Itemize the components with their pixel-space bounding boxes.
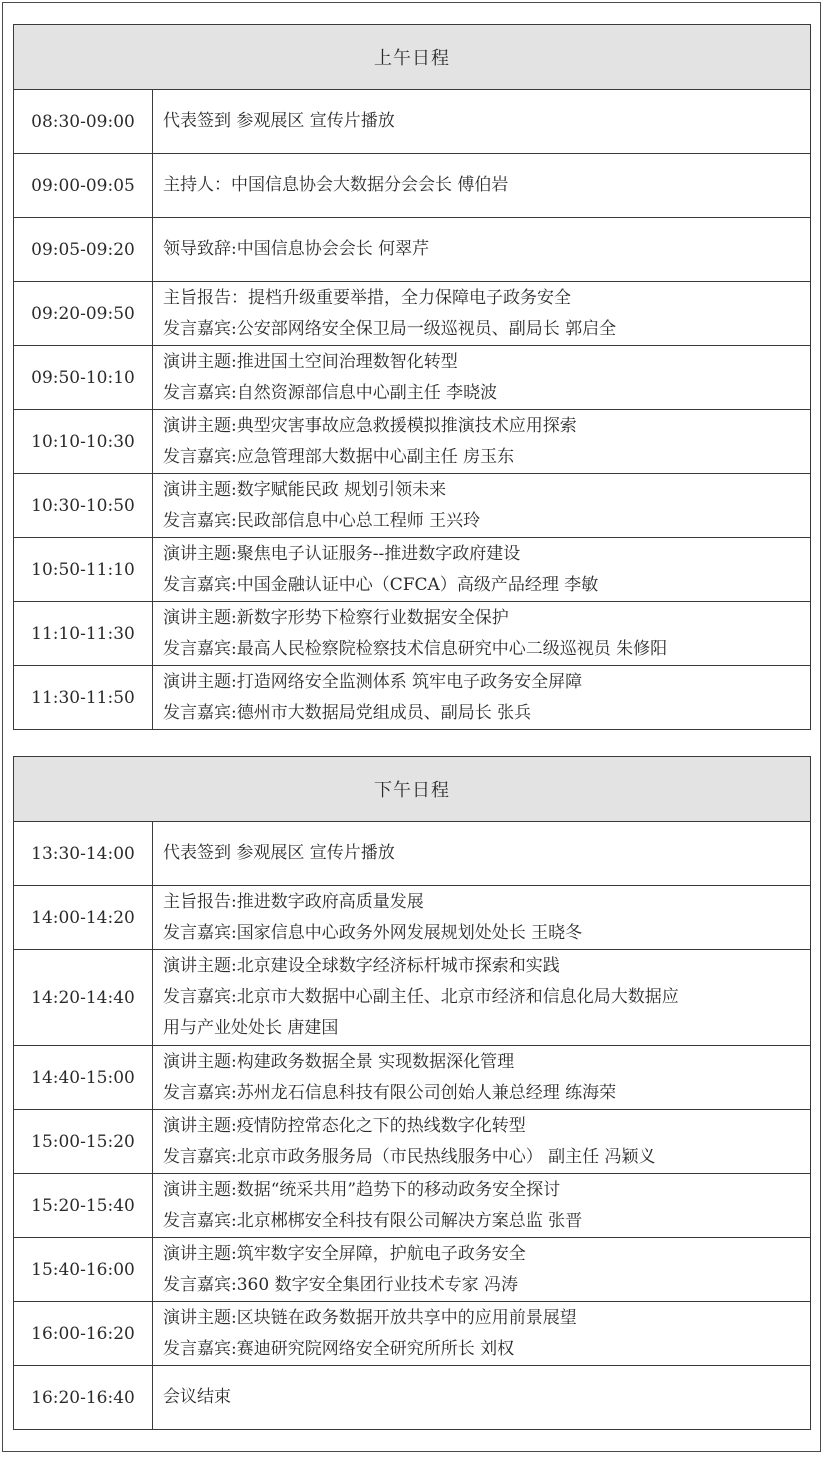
schedule-row — [14, 950, 811, 1046]
session-time: 15:00-15:20 — [14, 1110, 153, 1174]
session-detail-line: 演讲主题:北京建设全球数字经济标杆城市探索和实践 — [163, 956, 560, 976]
schedule-row — [14, 474, 811, 538]
session-detail-line: 用与产业处处长 唐建国 — [163, 1018, 339, 1038]
session-detail-line: 主旨报告:推进数字政府高质量发展 — [163, 891, 424, 912]
session-details — [153, 1174, 811, 1238]
session-time: 16:20-16:40 — [14, 1366, 153, 1430]
session-details — [153, 538, 811, 602]
schedule-row — [14, 218, 811, 282]
schedule-row — [14, 666, 811, 730]
session-time: 09:00-09:05 — [14, 154, 153, 218]
session-details — [153, 410, 811, 474]
session-detail-line: 演讲主题:区块链在政务数据开放共享中的应用前景展望 — [163, 1307, 577, 1328]
session-detail-line: 发言嘉宾:苏州龙石信息科技有限公司创始人兼总经理 练海荣 — [163, 1082, 617, 1103]
session-detail-line: 演讲主题:数据“统采共用”趋势下的移动政务安全探讨 — [163, 1179, 561, 1200]
session-detail-line: 发言嘉宾:最高人民检察院检察技术信息研究中心二级巡视员 朱修阳 — [163, 638, 668, 659]
session-details — [153, 602, 811, 666]
session-details — [153, 886, 811, 950]
session-detail-line: 演讲主题:筑牢数字安全屏障，护航电子政务安全 — [163, 1243, 526, 1264]
schedule-row — [14, 1110, 811, 1174]
schedule-row — [14, 602, 811, 666]
session-time: 10:50-11:10 — [14, 538, 153, 602]
morning-schedule-table — [13, 24, 811, 730]
session-detail-line: 代表签到 参观展区 宣传片播放 — [163, 111, 395, 131]
schedule-row — [14, 346, 811, 410]
session-detail-line: 主持人：中国信息协会大数据分会会长 傅伯岩 — [163, 175, 509, 195]
session-detail-line: 发言嘉宾:自然资源部信息中心副主任 李晓波 — [163, 382, 498, 403]
morning-schedule-title: 上午日程 — [14, 25, 811, 90]
session-details — [153, 154, 811, 218]
session-detail-line: 演讲主题:典型灾害事故应急救援模拟推演技术应用探索 — [163, 415, 577, 436]
schedule-row — [14, 1174, 811, 1238]
schedule-row — [14, 1302, 811, 1366]
session-time: 09:50-10:10 — [14, 346, 153, 410]
session-time: 10:30-10:50 — [14, 474, 153, 538]
session-time: 09:20-09:50 — [14, 282, 153, 346]
schedule-row — [14, 1366, 811, 1430]
schedule-row — [14, 410, 811, 474]
session-detail-line: 发言嘉宾:民政部信息中心总工程师 王兴玲 — [163, 510, 481, 531]
session-details — [153, 950, 811, 1046]
session-time: 11:10-11:30 — [14, 602, 153, 666]
session-details — [153, 474, 811, 538]
session-time: 14:40-15:00 — [14, 1046, 153, 1110]
session-time: 14:20-14:40 — [14, 950, 153, 1046]
schedule-row — [14, 282, 811, 346]
session-details — [153, 1110, 811, 1174]
session-detail-line: 发言嘉宾:北京市政务服务局（市民热线服务中心） 副主任 冯颖义 — [163, 1146, 656, 1167]
session-detail-line: 主旨报告：提档升级重要举措，全力保障电子政务安全 — [163, 287, 571, 308]
session-time: 10:10-10:30 — [14, 410, 153, 474]
schedule-row — [14, 538, 811, 602]
session-details — [153, 666, 811, 730]
session-details — [153, 822, 811, 886]
session-time: 14:00-14:20 — [14, 886, 153, 950]
session-detail-line: 发言嘉宾:北京郴梆安全科技有限公司解决方案总监 张晋 — [163, 1210, 583, 1231]
session-details — [153, 1238, 811, 1302]
session-detail-line: 发言嘉宾:公安部网络安全保卫局一级巡视员、副局长 郭启全 — [163, 318, 617, 339]
session-detail-line: 发言嘉宾:北京市大数据中心副主任、北京市经济和信息化局大数据应 — [163, 987, 679, 1007]
session-time: 16:00-16:20 — [14, 1302, 153, 1366]
session-detail-line: 演讲主题:打造网络安全监测体系 筑牢电子政务安全屏障 — [163, 671, 583, 692]
afternoon-schedule-title: 下午日程 — [14, 757, 811, 822]
session-details — [153, 1046, 811, 1110]
schedule-row — [14, 90, 811, 154]
schedule-row — [14, 1046, 811, 1110]
session-time: 15:40-16:00 — [14, 1238, 153, 1302]
session-detail-line: 发言嘉宾:360 数字安全集团行业技术专家 冯涛 — [163, 1274, 518, 1295]
session-details — [153, 90, 811, 154]
session-detail-line: 发言嘉宾:应急管理部大数据中心副主任 房玉东 — [163, 446, 515, 467]
session-detail-line: 演讲主题:构建政务数据全景 实现数据深化管理 — [163, 1051, 515, 1072]
session-details — [153, 1366, 811, 1430]
morning-schedule-body — [14, 90, 811, 730]
schedule-row — [14, 822, 811, 886]
schedule-row — [14, 154, 811, 218]
session-detail-line: 发言嘉宾:中国金融认证中心（CFCA）高级产品经理 李敏 — [163, 574, 599, 595]
session-details — [153, 218, 811, 282]
session-detail-line: 演讲主题:推进国土空间治理数智化转型 — [163, 351, 458, 372]
schedule-row — [14, 1238, 811, 1302]
session-details — [153, 282, 811, 346]
session-details — [153, 1302, 811, 1366]
session-detail-line: 演讲主题:数字赋能民政 规划引领未来 — [163, 479, 447, 500]
session-detail-line: 演讲主题:新数字形势下检察行业数据安全保护 — [163, 607, 509, 628]
session-detail-line: 发言嘉宾:国家信息中心政务外网发展规划处处长 王晓冬 — [163, 922, 583, 943]
session-detail-line: 代表签到 参观展区 宣传片播放 — [163, 843, 395, 863]
session-time: 11:30-11:50 — [14, 666, 153, 730]
session-detail-line: 发言嘉宾:德州市大数据局党组成员、副局长 张兵 — [163, 702, 532, 723]
schedule-row — [14, 886, 811, 950]
afternoon-schedule-body — [14, 822, 811, 1430]
session-detail-line: 发言嘉宾:赛迪研究院网络安全研究所所长 刘权 — [163, 1338, 515, 1359]
session-time: 13:30-14:00 — [14, 822, 153, 886]
session-time: 09:05-09:20 — [14, 218, 153, 282]
session-detail-line: 演讲主题:疫情防控常态化之下的热线数字化转型 — [163, 1115, 526, 1136]
session-detail-line: 会议结束 — [163, 1387, 231, 1407]
afternoon-schedule-table — [13, 756, 811, 1430]
session-detail-line: 领导致辞:中国信息协会会长 何翠芹 — [163, 239, 430, 259]
session-detail-line: 演讲主题:聚焦电子认证服务--推进数字政府建设 — [163, 543, 521, 564]
session-time: 15:20-15:40 — [14, 1174, 153, 1238]
session-time: 08:30-09:00 — [14, 90, 153, 154]
session-details — [153, 346, 811, 410]
